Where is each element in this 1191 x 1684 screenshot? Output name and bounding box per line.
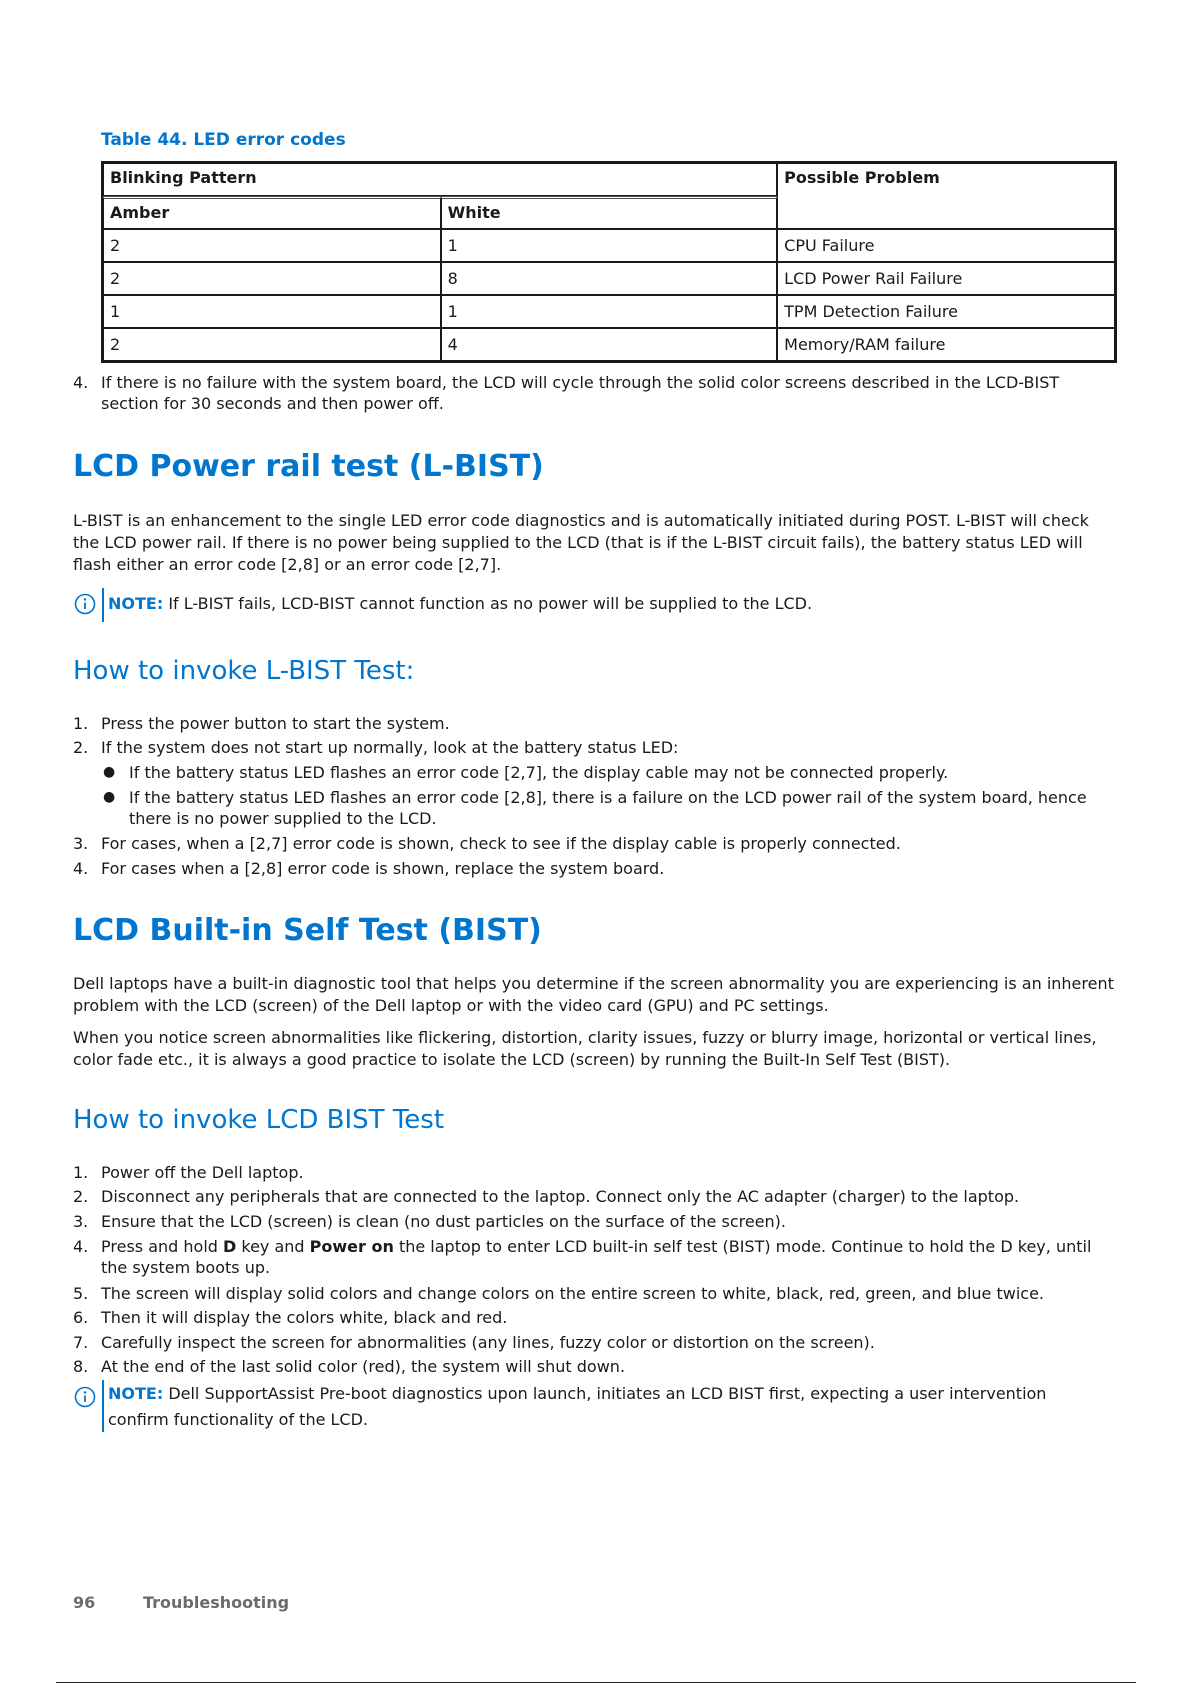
led-error-codes-table xyxy=(101,161,1117,363)
step-number: 1. xyxy=(73,1163,89,1182)
bist-paragraph-2: When you notice screen abnormalities like flickering, distortion, clarity issues, fuzzy or blurry image, horizontal or vertical lines, color fade etc., it is always a good practice to isolate the LCD (screen) by running the Built-In Self Test (BIST). xyxy=(73,1028,1097,1069)
table-row xyxy=(103,328,1115,361)
bullet-text: If the battery status LED flashes an error code [2,8], there is a failure on the LCD power rail of the system board, hence there is no power supplied to the LCD. xyxy=(129,788,1087,828)
header-possible-problem: Possible Problem xyxy=(777,163,1115,229)
step-text: Power off the Dell laptop. xyxy=(101,1163,304,1182)
step-text: Press the power button to start the system. xyxy=(101,714,450,733)
info-icon xyxy=(74,593,96,615)
step-number: 4. xyxy=(73,373,89,392)
bullet-icon: ● xyxy=(103,764,116,780)
step-number: 2. xyxy=(73,738,89,757)
bullet-icon: ● xyxy=(103,789,116,805)
cell-white: 4 xyxy=(441,328,778,361)
note-divider xyxy=(102,1380,104,1432)
step-text: At the end of the last solid color (red), the system will shut down. xyxy=(101,1357,626,1376)
section-title-bist: LCD Built-in Self Test (BIST) xyxy=(73,913,542,948)
bist-paragraph-1: Dell laptops have a built-in diagnostic tool that helps you determine if the screen abnormality you are experiencing is an inherent problem with the LCD (screen) of the Dell laptop or with the video card (GPU) and PC settings. xyxy=(73,974,1114,1015)
step-number: 2. xyxy=(73,1187,89,1206)
cell-amber: 1 xyxy=(103,295,441,328)
step-text: Then it will display the colors white, black and red. xyxy=(101,1308,508,1327)
lbist-note xyxy=(108,593,1118,615)
step-number: 5. xyxy=(73,1284,89,1303)
key-d: D xyxy=(223,1237,237,1256)
lbist-paragraph: L-BIST is an enhancement to the single LED error code diagnostics and is automatically initiated during POST. L-BIST will check the LCD power rail. If there is no power being supplied to the LCD (that is if the L-BIST circuit fails), the battery status LED will flash either an error code [2,8] or an error code [2,7]. xyxy=(73,511,1089,574)
cell-amber: 2 xyxy=(103,262,441,295)
table-caption: Table 44. LED error codes xyxy=(101,130,346,150)
step-text: Press and hold D key and Power on the laptop to enter LCD built-in self test (BIST) mode. Continue to hold the D key, until the system boots up. xyxy=(101,1237,1092,1277)
cell-white: 1 xyxy=(441,229,778,262)
step-text: For cases, when a [2,7] error code is shown, check to see if the display cable is properly connected. xyxy=(101,834,901,853)
cell-problem: CPU Failure xyxy=(777,229,1115,262)
step-text: Disconnect any peripherals that are connected to the laptop. Connect only the AC adapter (charger) to the laptop. xyxy=(101,1187,1020,1206)
cell-amber: 2 xyxy=(103,328,441,361)
table-row xyxy=(103,295,1115,328)
step-text: If the system does not start up normally, look at the battery status LED: xyxy=(101,738,679,757)
header-amber: Amber xyxy=(103,196,441,229)
step-text: The screen will display solid colors and change colors on the entire screen to white, black, red, green, and blue twice. xyxy=(101,1284,1044,1303)
note-divider xyxy=(102,588,104,622)
footer-rule xyxy=(56,1682,1136,1683)
power-on-term: Power on xyxy=(309,1237,394,1256)
note-label: NOTE: xyxy=(108,1384,164,1403)
header-blinking-pattern: Blinking Pattern xyxy=(103,163,777,196)
header-white: White xyxy=(441,196,778,229)
page-number: 96 xyxy=(73,1593,96,1612)
cell-white: 8 xyxy=(441,262,778,295)
step-number: 3. xyxy=(73,1212,89,1231)
table-row xyxy=(103,262,1115,295)
step-number: 7. xyxy=(73,1333,89,1352)
note-text: If L-BIST fails, LCD-BIST cannot function as no power will be supplied to the LCD. xyxy=(163,594,813,613)
step-number: 3. xyxy=(73,834,89,853)
step-text: For cases when a [2,8] error code is shown, replace the system board. xyxy=(101,859,665,878)
subsection-title-bist: How to invoke LCD BIST Test xyxy=(73,1105,445,1135)
note-label: NOTE: xyxy=(108,594,164,613)
step-text: If there is no failure with the system board, the LCD will cycle through the solid color screens described in the LCD-BIST section for 30 seconds and then power off. xyxy=(101,373,1060,413)
step-number: 1. xyxy=(73,714,89,733)
step-number: 4. xyxy=(73,859,89,878)
step-number: 4. xyxy=(73,1237,89,1256)
step-text: Carefully inspect the screen for abnormalities (any lines, fuzzy color or distortion on the screen). xyxy=(101,1333,875,1352)
cell-problem: TPM Detection Failure xyxy=(777,295,1115,328)
info-icon xyxy=(74,1386,96,1408)
section-title-lbist: LCD Power rail test (L-BIST) xyxy=(73,449,544,484)
step-number: 8. xyxy=(73,1357,89,1376)
cell-amber: 2 xyxy=(103,229,441,262)
bist-note xyxy=(108,1381,1108,1433)
subsection-title-lbist: How to invoke L-BIST Test: xyxy=(73,656,415,686)
cell-white: 1 xyxy=(441,295,778,328)
table-row xyxy=(103,229,1115,262)
step-number: 6. xyxy=(73,1308,89,1327)
step-text: Ensure that the LCD (screen) is clean (no dust particles on the surface of the screen). xyxy=(101,1212,786,1231)
footer-section: Troubleshooting xyxy=(143,1593,290,1612)
bullet-text: If the battery status LED flashes an error code [2,7], the display cable may not be connected properly. xyxy=(129,763,949,782)
cell-problem: LCD Power Rail Failure xyxy=(777,262,1115,295)
note-text: Dell SupportAssist Pre-boot diagnostics upon launch, initiates an LCD BIST first, expecting a user intervention confirm functionality of the LCD. xyxy=(108,1384,1047,1429)
cell-problem: Memory/RAM failure xyxy=(777,328,1115,361)
